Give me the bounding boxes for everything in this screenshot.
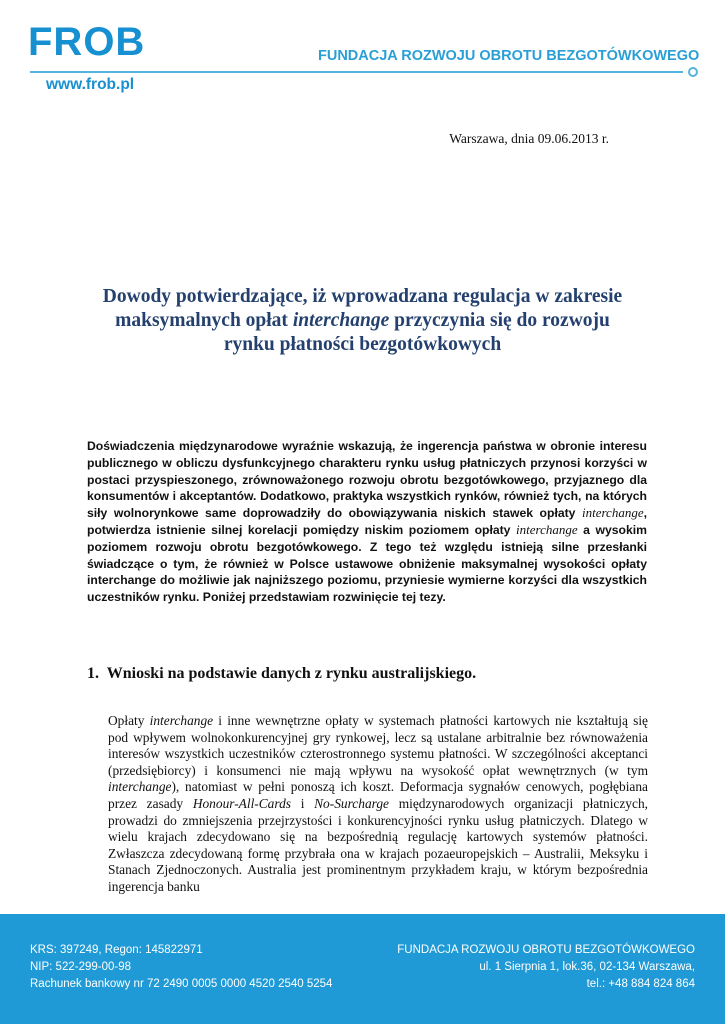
foundation-name: FUNDACJA ROZWOJU OBROTU BEZGOTÓWKOWEGO bbox=[318, 48, 700, 64]
body-text-1: Opłaty bbox=[108, 713, 150, 728]
intro-text-1: Doświadczenia międzynarodowe wyraźnie wskazują, że ingerencja państwa w obronie interesu publicznego w obliczu dysfunkcyjnego charakteru rynku usług płatniczych przynosi korzyści w postaci przyspieszonego, zrównoważonego rozwoju obrotu bezgotówkowego, przyjaznego dla konsumentów i akceptantów. Dodatkowo, praktyka wszystkich rynków, również tych, na których siły wolnorynkowe same doprowadziły do obowiązywania niskich stawek opłaty bbox=[87, 439, 647, 521]
footer-nip: NIP: 522-299-00-98 bbox=[30, 961, 132, 973]
section-1-paragraph bbox=[108, 713, 648, 896]
body-italic-1: interchange bbox=[149, 713, 214, 728]
footer-krs: KRS: 397249, Regon: 145822971 bbox=[30, 944, 203, 956]
footer bbox=[0, 914, 725, 1024]
intro-italic-2: interchange bbox=[516, 521, 578, 537]
body-text-4: i bbox=[291, 795, 315, 811]
body-text-5: międzynarodowych organizacji płatniczych, prowadzi do zmniejszenia przejrzystości i konkurencyjności rynku usług płatniczych. Dlatego w wielu krajach zdecydowano się na bezpośrednią regulację kartowych systemów płatności. Zwłaszcza zdecydowaną formę przybrała ona w krajach pozaeuropejskich – Australii, Meksyku i Stanach Zjednoczonych. Australia jest prominentnym przykładem kraju, w którym bezpośrednia ingerencja banku bbox=[108, 795, 648, 894]
section-1-number: 1. bbox=[87, 665, 99, 682]
title-line-3: rynku płatności bezgotówkowych bbox=[223, 334, 502, 355]
section-1-title: Wnioski na podstawie danych z rynku australijskiego. bbox=[106, 665, 477, 682]
intro-text-3: a wysokim poziomem rozwoju obrotu bezgotówkowego. Z tego też względu istnieją silne przesłanki świadczące o tym, że również w Polsce ustawowe obniżenie maksymalnej wysokości opłaty interchange do możliwie jak najniższego poziomu, przyniesie wymierne korzyści dla wszystkich uczestników rynku. Poniżej przedstawiam rozwinięcie tej tezy. bbox=[87, 522, 647, 605]
header-divider bbox=[30, 71, 683, 73]
title-line-2-end: przyczynia się do rozwoju bbox=[389, 310, 610, 331]
footer-contact bbox=[397, 942, 695, 993]
footer-registration bbox=[30, 942, 332, 993]
section-1-heading bbox=[87, 664, 476, 684]
circle-icon bbox=[688, 67, 698, 77]
title-italic-term: interchange bbox=[292, 310, 390, 331]
body-italic-3: Honour-All-Cards bbox=[192, 795, 291, 811]
intro-italic-1: interchange bbox=[581, 505, 644, 521]
body-text-3: ), natomiast w pełni ponoszą ich koszt. Deformacja sygnałów cenowych, pogłębiana przez zasady bbox=[108, 779, 648, 811]
frob-logo: FROB bbox=[28, 20, 146, 64]
body-text-2: i inne wewnętrzne opłaty w systemach płatności kartowych nie kształtują się pod wpływem wolnokonkurencyjnej gry rynkowej, lecz są ustalane arbitralnie bez równoważenia interesów wszystkich uczestników czterostronnego systemu płatności. W szczególności akceptanci (przedsiębiorcy) i konsumenci nie mają wpływu na wysokość opłat wewnętrznych (w tym bbox=[108, 713, 648, 778]
footer-bank-account: Rachunek bankowy nr 72 2490 0005 0000 4520 2540 5254 bbox=[30, 978, 333, 990]
letterhead bbox=[0, 0, 725, 100]
footer-phone: tel.: +48 884 824 864 bbox=[586, 978, 695, 990]
title-line-2-start: maksymalnych opłat bbox=[115, 310, 293, 331]
website-link[interactable]: www.frob.pl bbox=[46, 76, 135, 93]
intro-text-2: , potwierdza istnienie silnej korelacji pomiędzy niskim poziomem opłaty bbox=[87, 506, 647, 537]
footer-address: ul. 1 Sierpnia 1, lok.36, 02-134 Warszawa, bbox=[479, 961, 695, 973]
document-date: Warszawa, dnia 09.06.2013 r. bbox=[449, 131, 609, 146]
title-line-1: Dowody potwierdzające, iż wprowadzana regulacja w zakresie bbox=[102, 286, 623, 307]
intro-paragraph bbox=[87, 438, 647, 606]
footer-foundation-name: FUNDACJA ROZWOJU OBROTU BEZGOTÓWKOWEGO bbox=[397, 944, 695, 956]
document-title bbox=[60, 285, 665, 357]
body-italic-2: interchange bbox=[108, 779, 172, 795]
body-italic-4: No-Surcharge bbox=[314, 795, 389, 811]
